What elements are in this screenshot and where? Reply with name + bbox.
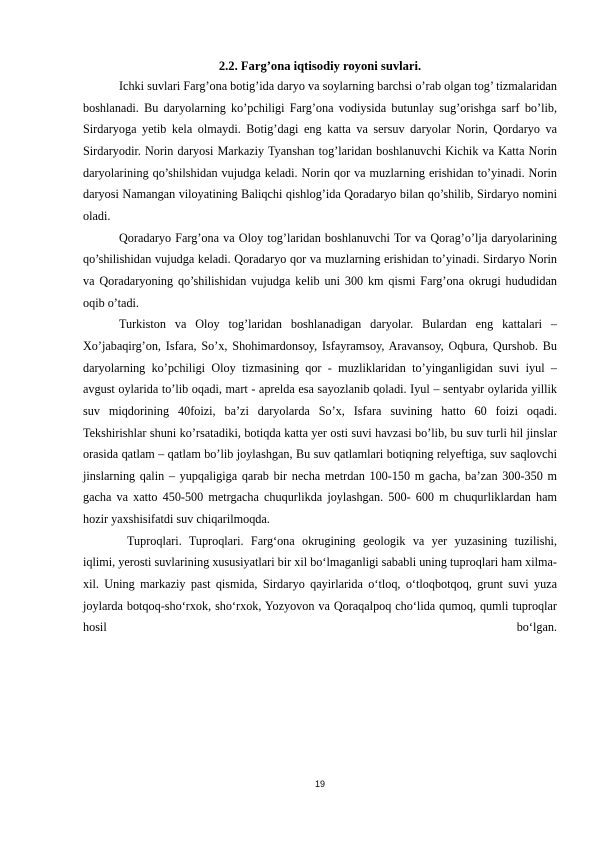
- page-number: 19: [314, 779, 325, 789]
- body-text: [83, 76, 557, 639]
- paragraph-qoradaryo: Qoradaryo Farg’ona va Oloy tog’laridan boshlanuvchi Tor va Qorag’o’lja daryolarining qo’shilishidan vujudga keladi. Qoradaryo qor va muzlarning erishidan to’yinadi. Sirdaryo Norin va Qoradaryoning qo’shilishidan vujudga kelib uni 300 km qismi Farg’ona okrugi hududidan oqib o’tadi.: [83, 230, 557, 310]
- paragraph-soils: Tuproqlari. Tuproqlari. Farg‘ona okrugining geologik va yer yuzasining tuzilishi, iqlimi, yerosti suvlarining xususiyatlari bir xil bo‘lmaganligi sababli uning tuproqlari ham xilma-xil. Uning markaziy past qismida, Sirdaryo qayirlarida o‘tloq, o‘tloqbotqoq, grunt suvi yuza joylarda botqoq-sho‘rxok, sho‘rxok, Yozyovon va Qoraqalpoq cho‘lida qumoq, qumli tuproqlar hosil bo‘lgan.: [83, 533, 557, 635]
- paragraph-rivers: Turkiston va Oloy tog’laridan boshlanadigan daryolar. Bulardan eng kattalari – Xo’jabaqirg’on, Isfara, So’x, Shohimardonsoy, Isfayramsoy, Aravansoy, Oqbura, Qurshob. Bu daryolarning ko’pchiligi Oloy tizmasining qor - muzliklaridan to’yinganligidan suvi iyul – avgust oylarida to’lib oqadi, mart - aprelda esa sayozlanib qoladi. Iyul – sentyabr oylarida yillik suv miqdorining 40foizi, ba’zi daryolarda So’x, Isfara suvining hatto 60 foizi oqadi. Tekshirishlar shuni ko’rsatadiki, botiqda katta yer osti suvi havzasi bo’lib, bu suv turli hil jinslar orasida qatlam – qatlam bo’lib joylashgan, Bu suv qatlamlari botiqning relyeftiga, suv saqlovchi jinslarning qalin – yupqaligiga qarab bir necha metrdan 100-150 m gacha, ba’zan 300-350 m gacha va xatto 450-500 metrgacha chuqurlikda joylashgan. 500- 600 m chuqurliklardan ham hozir yaxshisifatdi suv chiqarilmoqda.: [83, 317, 557, 527]
- paragraph-water-sources: Ichki suvlari Farg’ona botig’ida daryo va soylarning barchsi o’rab olgan tog’ tizmalaridan boshlanadi. Bu daryolarning ko’pchiligi Farg’ona vodiysida butunlay sug’orishga sarf bo’lib, Sirdaryoga yetib kela olmaydi. Botig’dagi eng katta va sersuv daryolar Norin, Qordaryo va Sirdaryodir. Norin daryosi Markaziy Tyanshan tog’laridan boshlanuvchi Kichik va Katta Norin daryolarining qo’shilshidan vujudga keladi. Norin qor va muzlarning erishidan to’yinadi. Norin daryosi Namangan viloyatining Baliqchi qishlog’ida Qoradaryo bilan qo’shilib, Sirdaryo nomini oladi.: [83, 79, 557, 223]
- section-heading: 2.2. Farg’ona iqtisodiy royoni suvlari.: [218, 59, 422, 73]
